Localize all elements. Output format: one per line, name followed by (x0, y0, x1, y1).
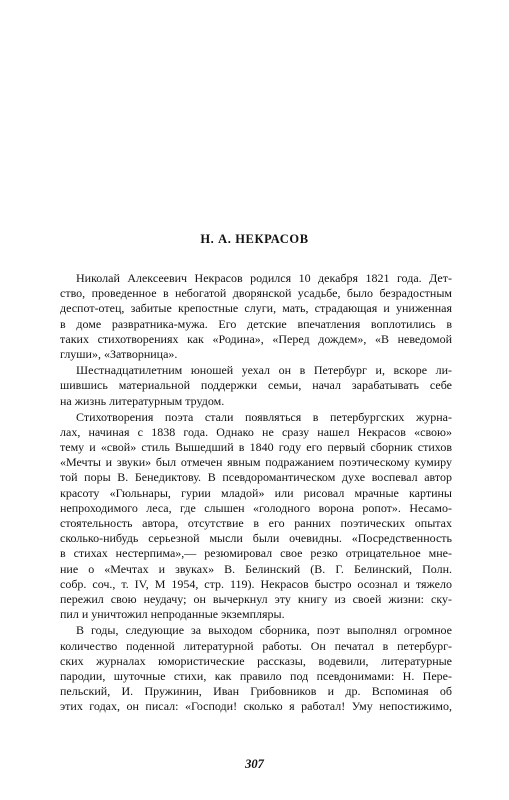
text-line: ние о «Мечтах и звуках» В. Белинский (В. Г. Белинский, Полн. (60, 561, 452, 576)
text-line: Шестнадцатилетним юношей уехал он в Петербург и, вскоре ли- (76, 363, 452, 378)
text-line: тему и «свой» стиль Вышедший в 1840 году его первый сборник стихов (60, 440, 452, 455)
text-line: сколько-нибудь серьезной мысли были очевидны. «Посредственность (60, 531, 452, 546)
text-line: ских журналах юмористические рассказы, водевили, литературные (60, 653, 452, 668)
text-line: деспот-отец, забитые крепостные слуги, мать, страдающая и униженная (60, 301, 452, 316)
text-line: в стихах нестерпима»,— резюмировал свое резко отрицательное мне- (60, 546, 452, 561)
paragraph (60, 410, 452, 623)
text-line: на жизнь литературным трудом. (60, 393, 225, 408)
text-line: непроходимого леса, где слышен «голодного ворона ропот». Несамо- (60, 500, 452, 515)
text-line: Стихотворения поэта стали появляться в петербургских журна- (76, 409, 452, 424)
text-line: собр. соч., т. IV, М 1954, стр. 119). Некрасов быстро осознал и тяжело (60, 576, 452, 591)
paragraph (60, 271, 452, 362)
text-line: ство, проведенное в небогатой дворянской усадьбе, было безрадостным (60, 286, 452, 301)
text-line: таких стихотворениях как «Родина», «Перед дождем», «В неведомой (60, 331, 452, 346)
chapter-title: Н. А. НЕКРАСОВ (200, 232, 309, 246)
text-line: лах, начиная с 1838 года. Однако не сразу нашел Некрасов «свою» (60, 424, 452, 439)
paragraph (60, 623, 452, 714)
paragraph (60, 363, 452, 409)
text-line: в доме развратника-мужа. Его детские впечатления воплотились в (60, 316, 452, 331)
text-line: этих годах, он писал: «Господи! сколько я работал! Уму непостижимо, (60, 699, 452, 714)
page-number: 307 (245, 757, 264, 771)
text-line: пельский, И. Пружинин, Иван Грибовников и др. Вспоминая об (60, 684, 452, 699)
body-text (60, 271, 452, 715)
text-line: стоятельность автора, отсутствие в его ранних поэтических опытах (60, 516, 452, 530)
text-line: пил и уничтожил непроданные экземпляры. (60, 607, 285, 622)
text-line: пережил свою неудачу; он вычеркнул эту книгу из своей жизни: ску- (60, 591, 452, 606)
text-line: шившись материальной поддержки семьи, начал зарабатывать себе (60, 378, 452, 393)
text-line: Николай Алексеевич Некрасов родился 10 декабря 1821 года. Дет- (76, 271, 452, 285)
text-line: пародии, шуточные стихи, как правило под псевдонимами: Н. Пере- (60, 668, 452, 683)
text-line: В годы, следующие за выходом сборника, поэт выполнял огромное (76, 623, 452, 638)
text-line: глуши», «Затворница». (60, 346, 178, 361)
text-line: «Мечты и звуки» был отмечен явным подражанием поэтическому кумиру (60, 455, 452, 470)
text-line: той поры В. Бенедиктову. В псевдоромантическом духе воспевал автор (60, 470, 452, 485)
text-line: красоту «Гюльнары, гурии младой» или рисовал мрачные картины (60, 485, 452, 500)
text-line: количество поденной литературной работы. Он печатал в петербург- (60, 638, 452, 653)
